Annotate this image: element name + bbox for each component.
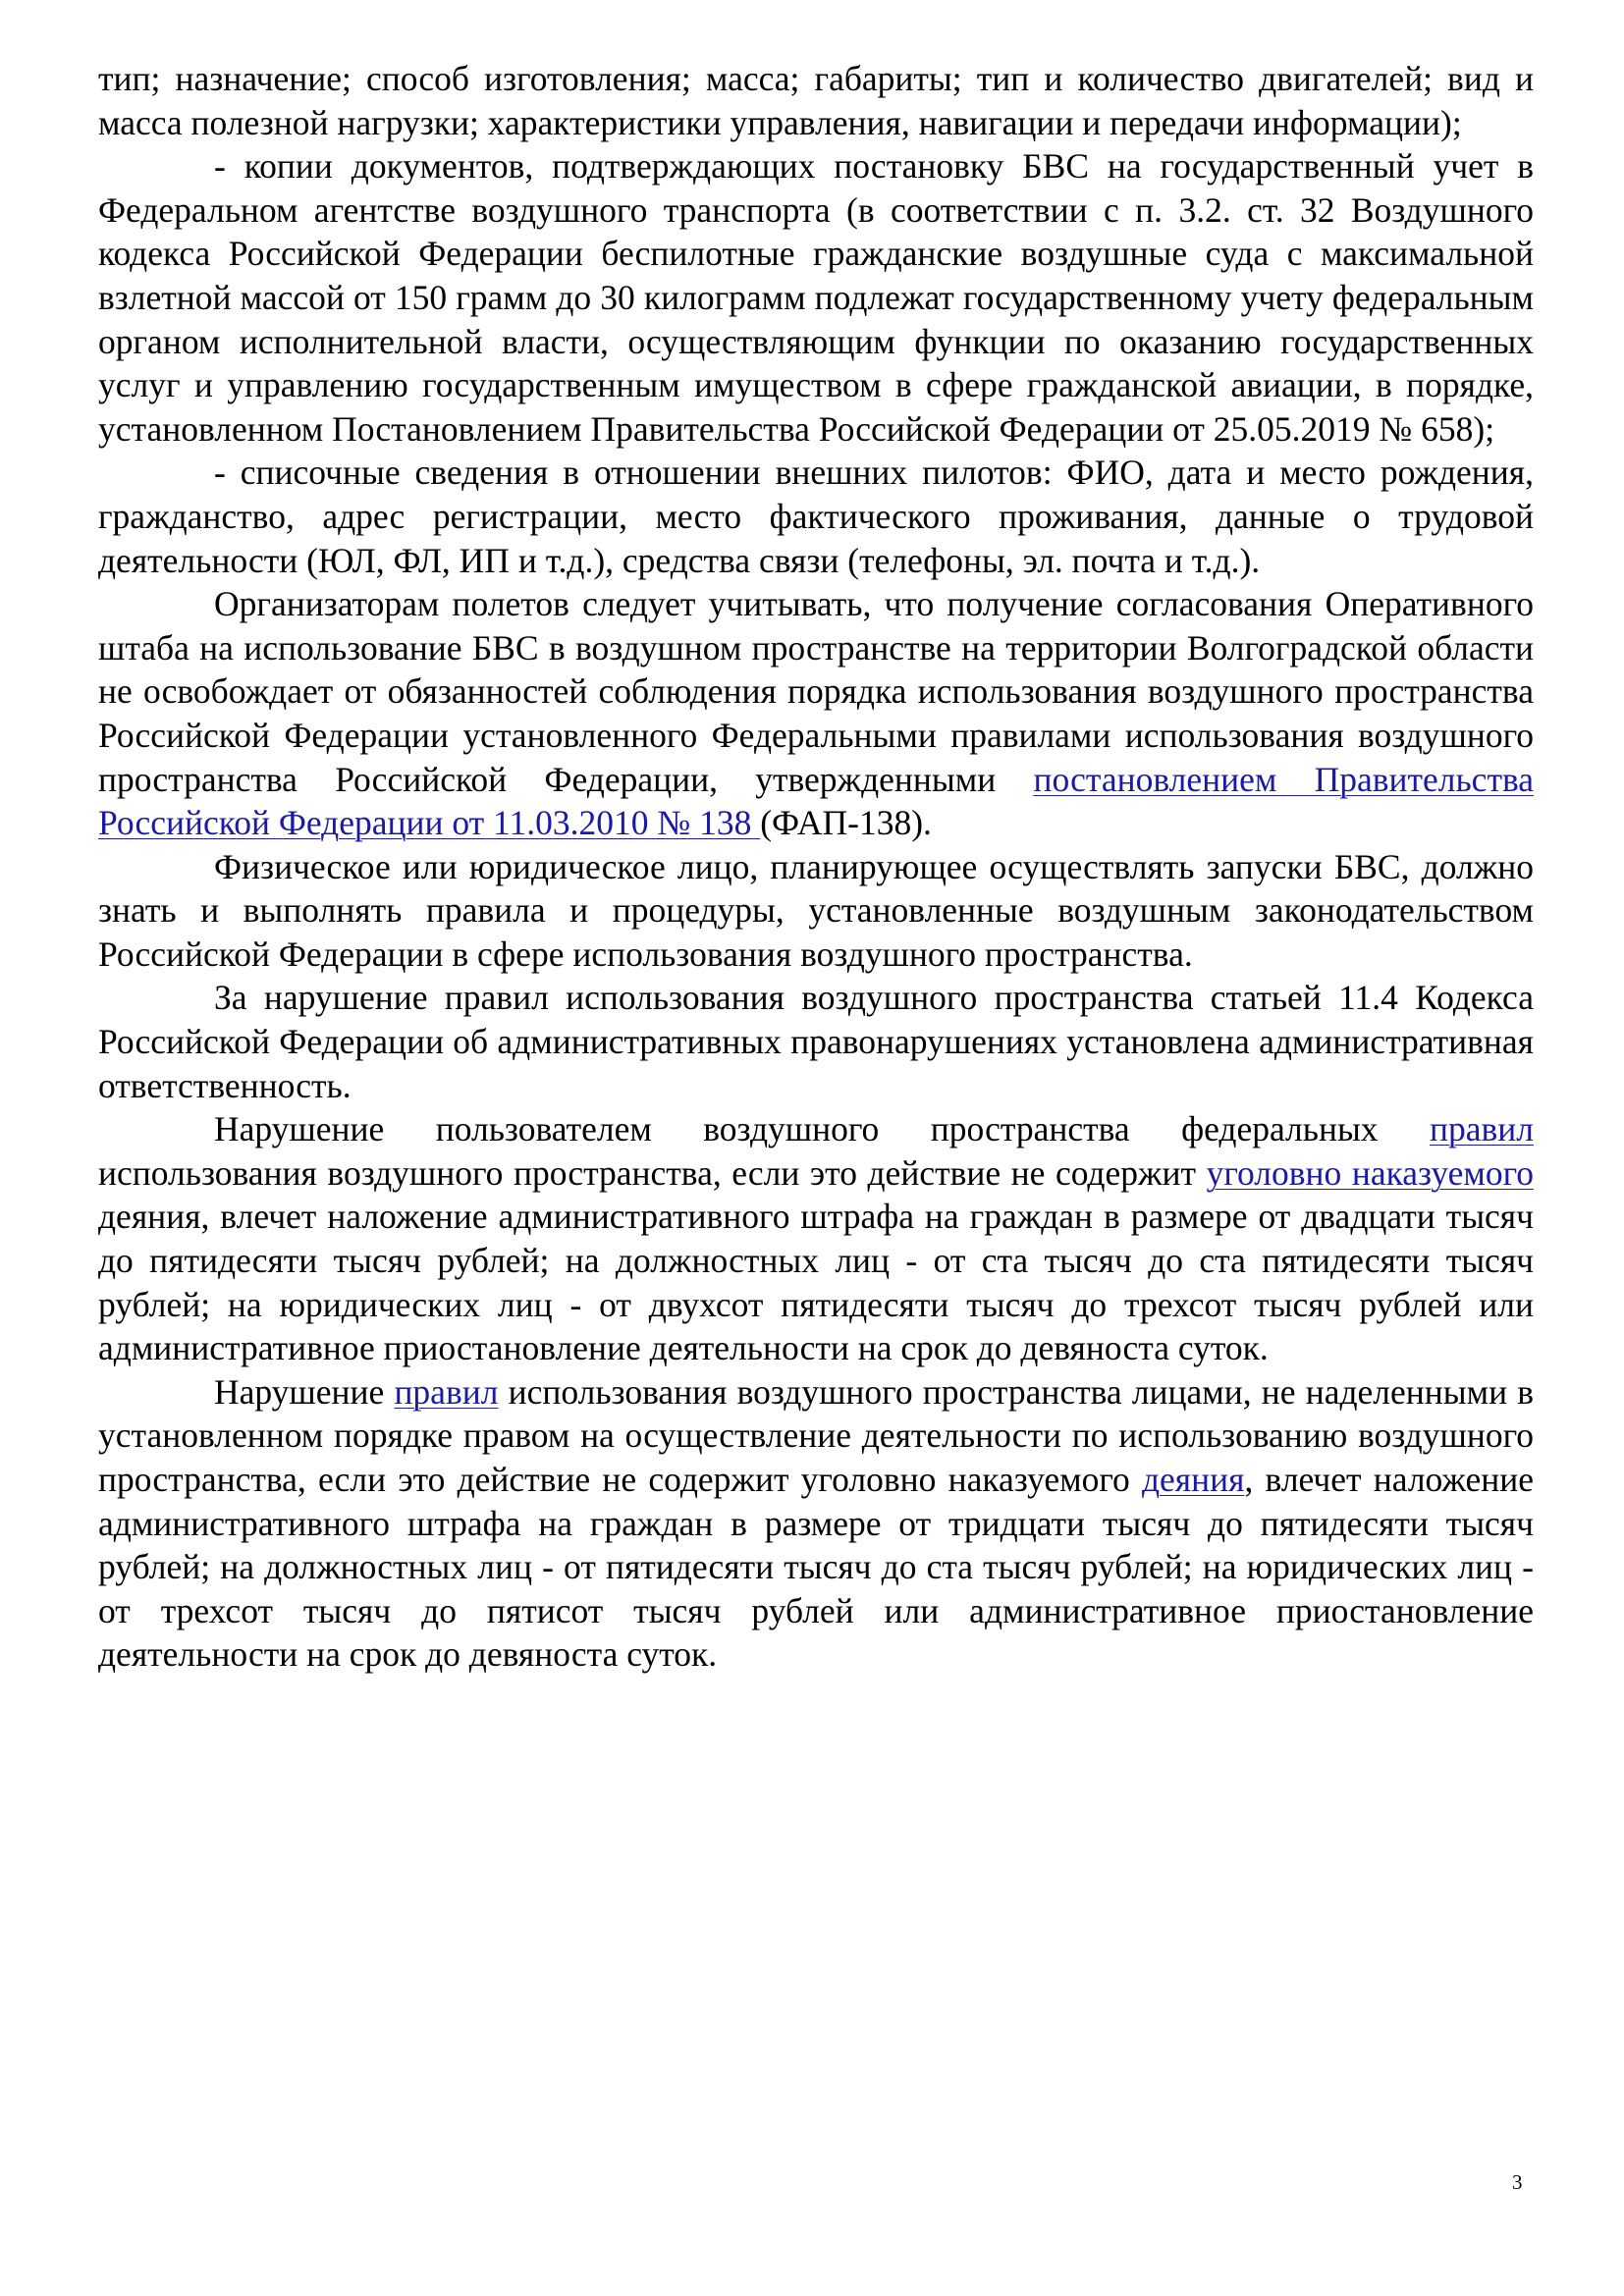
text-run: Физическое или юридическое лицо, планирующее осуществлять запуски БВС, должно знать и выполнять правила и процедуры, установленные воздушным законодательством Российской Федерации в сфере использования воздушного пространства. [98, 846, 1534, 974]
page-number: 3 [1512, 2170, 1523, 2194]
paragraph-flight-organizers [98, 582, 1534, 845]
link-pravil-2[interactable]: правил [394, 1371, 499, 1412]
text-run: тип; назначение; способ изготовления; масса; габариты; тип и количество двигателей; вид и масса полезной нагрузки; характеристики управления, навигации и передачи информации); [98, 59, 1534, 142]
paragraph-unauthorized-violation-fines [98, 1370, 1534, 1677]
link-fap-138[interactable]: постановлением Правительства Российской Федерации от 11.03.2010 № 138 [98, 759, 1535, 843]
link-deyaniya[interactable]: деяния [1141, 1460, 1245, 1499]
text-run: , влечет наложение административного штрафа на граждан в размере от тридцати тысяч до пятидесяти тысяч рублей; на должностных лиц - от пятидесяти тысяч до ста тысяч рублей; на юридических лиц - от трехсот тысяч до пятисот тысяч рублей или административное приостановление деятельности на срок до девяноста суток. [98, 1460, 1534, 1675]
text-run: - копии документов, подтверждающих постановку БВС на государственный учет в Федеральном агентстве воздушного транспорта (в соответствии с п. 3.2. ст. 32 Воздушного кодекса Российской Федерации беспилотные гражданские воздушные суда с максимальной взлетной массой от 150 грамм до 30 килограмм подлежат государственному учету федеральным органом исполнительной власти, осуществляющим функции по оказанию государственных услуг и управлению государственным имуществом в сфере гражданской авиации, в порядке, установленном Постановлением Правительства Российской Федерации от 25.05.2019 № 658); [98, 146, 1534, 449]
paragraph-operator-obligations [98, 845, 1534, 977]
text-run: использования воздушного пространства лицами, не наделенными в установленном порядке правом на осуществление деятельности по использованию воздушного пространства, если это действие не содержит уголовно наказуемого [98, 1371, 1534, 1499]
paragraph-user-violation-fines [98, 1107, 1534, 1370]
link-pravil-1[interactable]: правил [1430, 1109, 1534, 1149]
link-ugolovno-nakazuemogo[interactable]: уголовно наказуемого [1206, 1152, 1534, 1193]
text-run: (ФАП-138). [760, 803, 932, 843]
paragraph-vehicle-characteristics [98, 57, 1534, 144]
text-run: Нарушение пользователем воздушного пространства федеральных [214, 1109, 1431, 1149]
text-run: Организаторам полетов следует учитывать, что получение согласования Оперативного штаба на использование БВС в воздушном пространстве на территории Волгоградской области не освобождает от обязанностей соблюдения порядка использования воздушного пространства Российской Федерации установленного Федеральными правилами использования воздушного пространства Российской Федерации, утвержденными [98, 584, 1534, 799]
paragraph-registration-documents [98, 144, 1534, 451]
text-run: За нарушение правил использования воздушного пространства статьей 11.4 Кодекса Российской Федерации об административных правонарушениях установлена административная ответственность. [98, 978, 1534, 1105]
document-body [98, 57, 1534, 1677]
text-run: деяния, влечет наложение административного штрафа на граждан в размере от двадцати тысяч до пятидесяти тысяч рублей; на должностных лиц - от ста тысяч до ста пятидесяти тысяч рублей; на юридических лиц - от двухсот пятидесяти тысяч до трехсот тысяч рублей или административное приостановление деятельности на срок до девяноста суток. [98, 1197, 1534, 1368]
text-run: - списочные сведения в отношении внешних пилотов: ФИО, дата и место рождения, гражданство, адрес регистрации, место фактического проживания, данные о трудовой деятельности (ЮЛ, ФЛ, ИП и т.д.), средства связи (телефоны, эл. почта и т.д.). [98, 453, 1534, 580]
paragraph-administrative-liability [98, 976, 1534, 1107]
paragraph-pilot-list [98, 451, 1534, 582]
text-run: Нарушение [214, 1371, 395, 1412]
text-run: использования воздушного пространства, если это действие не содержит [98, 1152, 1207, 1193]
